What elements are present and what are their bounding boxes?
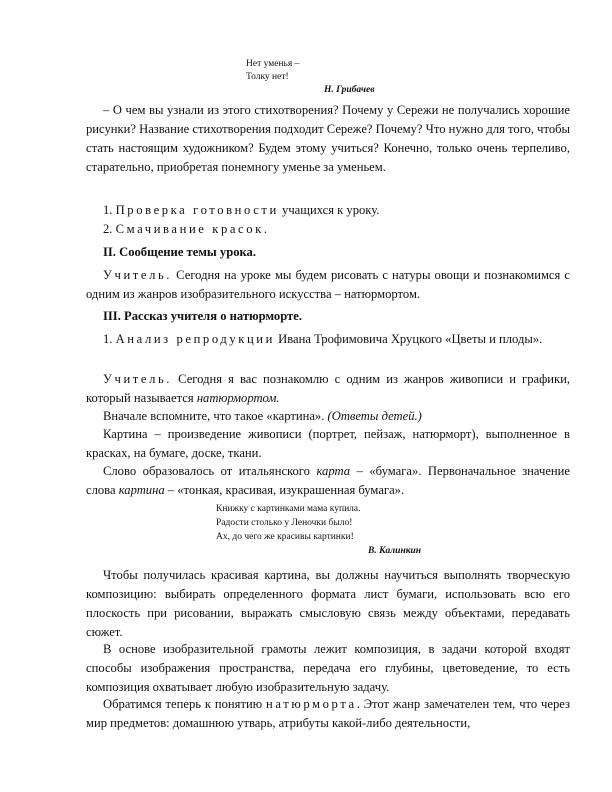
section-2-heading: II. Сообщение темы урока. <box>103 245 257 259</box>
speaker-label: Учитель. <box>103 372 173 386</box>
term-spaced: натюрморта <box>266 697 357 711</box>
etymology-paragraph: Слово образовалось от итальянского карта – «бумага». Первоначальное значение слова картина – «тонкая, красивая, изукрашенная бумага». <box>86 464 571 497</box>
epigraph-line: Толку нет! <box>246 72 289 82</box>
lesson-step-1 <box>86 201 570 220</box>
still-life-concept-paragraph: Обратимся теперь к понятию натюрморта. Этот жанр замечателен тем, что через мир предметов: домашнюю утварь, атрибуты какой-либо деятельности, <box>86 697 570 730</box>
step-title-spaced: Смачивание красок. <box>115 222 270 236</box>
recall-paragraph <box>86 407 570 426</box>
poem-line: Книжку с картинками мама купила. <box>216 504 361 514</box>
poem-line: Радости столько у Леночки было! <box>216 518 353 528</box>
reproduction-analysis <box>86 330 570 349</box>
definition-paragraph: Картина – произведение живописи (портрет, пейзаж, натюрморт), выполненное в красках, на бумаге, доске, ткани. <box>86 427 570 460</box>
step-number: 1. <box>103 203 113 217</box>
statement-text: Сегодня на уроке мы будем рисовать с натуры овощи и познакомимся с одним из жанров изобразительного искусства – натюрмортом. <box>86 268 570 301</box>
statement-text: Сегодня я вас познакомлю с одним из жанров живописи и графики, который называется <box>86 372 570 405</box>
poem-line: Ах, до чего же красивы картинки! <box>216 532 354 542</box>
word-kartina: картина <box>118 483 165 497</box>
word-karta: карта <box>316 464 351 478</box>
epigraph <box>246 58 374 97</box>
poem-author: В. Калинкин <box>368 546 422 556</box>
intro-paragraph: – О чем вы узнали из этого стихотворения? Почему у Сережи не получались хорошие рисунки? Название стихотворения подходит Сереже? Почему? Что нужно для того, чтобы стать настоящим художником? Будем этому учиться? Конечно, только очень терпеливо, старательно, приобретая понемногу уменье за уменьем. <box>86 103 570 174</box>
composition-paragraph-1: Чтобы получилась красивая картина, вы должны научиться выполнять творческую композицию: выбирать определенного формата лист бумаги, использовать всю его плоскость при рисовании, выражать смысловую связь между объектами, передавать сюжет. <box>86 568 570 639</box>
step-title-spaced: Проверка готовности <box>115 203 279 217</box>
analysis-rest: Ивана Трофимовича Хруцкого «Цветы и плоды». <box>278 332 543 346</box>
teacher-statement-1 <box>86 266 570 304</box>
lesson-step-2 <box>86 220 570 239</box>
teacher-statement-2 <box>86 370 570 408</box>
analysis-number: 1. <box>103 332 113 346</box>
composition-paragraph-2: В основе изобразительной грамоты лежит композиция, в задачи которой входят способы изображения пространства, передача его глубины, цветоведение, то есть композиция охватывает любую изобразительную задачу. <box>86 642 570 694</box>
term-still-life: натюрмортом. <box>196 391 280 405</box>
section-3-heading: III. Рассказ учителя о натюрморте. <box>103 309 302 323</box>
epigraph-author: Н. Грибачев <box>324 85 375 95</box>
step-number: 2. <box>103 222 113 236</box>
step-rest: учащихся к уроку. <box>282 203 380 217</box>
epigraph-line: Нет уменья – <box>246 59 300 69</box>
recall-note: (Ответы детей.) <box>327 409 422 423</box>
recall-text: Вначале вспомните, что такое «картина». <box>103 409 325 423</box>
analysis-title-spaced: Анализ репродукции <box>115 332 275 346</box>
speaker-label: Учитель. <box>103 268 173 282</box>
poem <box>216 502 421 558</box>
